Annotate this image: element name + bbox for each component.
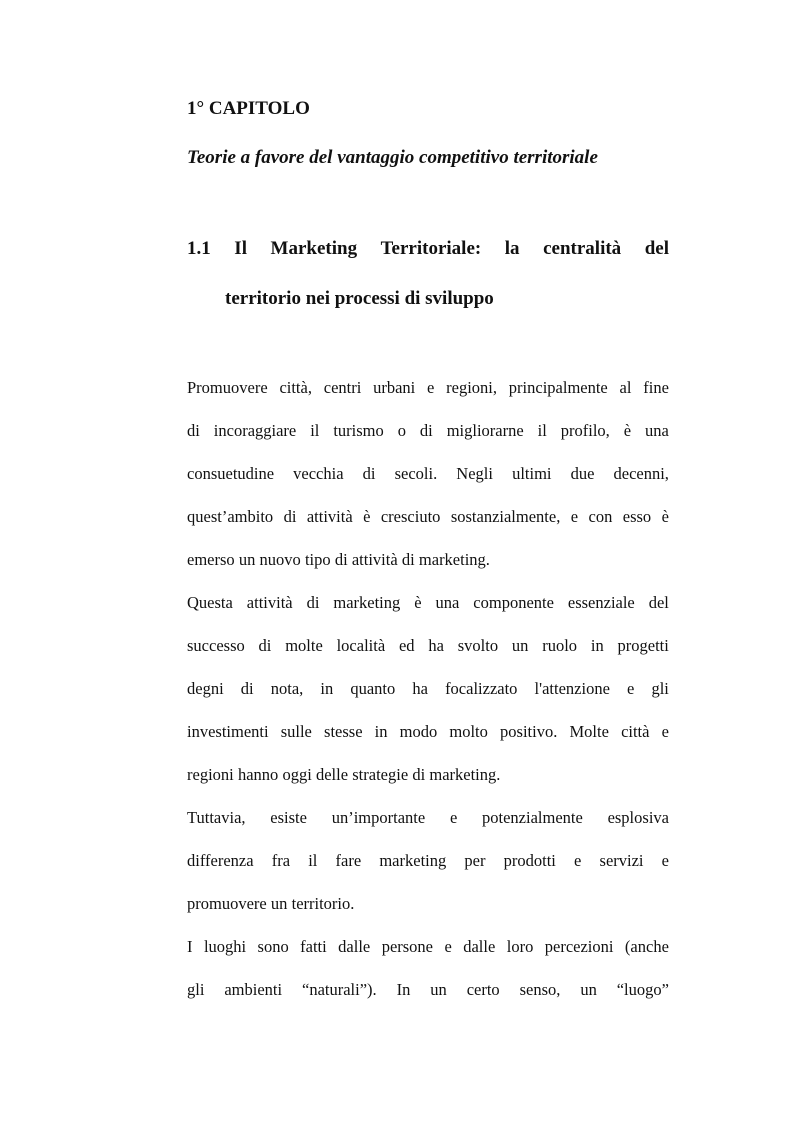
word: di	[258, 636, 272, 655]
word: centralità	[543, 238, 622, 259]
word: gli	[651, 679, 669, 698]
word: quanto	[350, 679, 396, 698]
body-line	[187, 632, 669, 675]
section-heading-line-2: territorio nei processi di sviluppo	[225, 288, 494, 309]
word: profilo,	[560, 421, 610, 440]
word: ambienti	[224, 980, 283, 999]
word: molto	[449, 722, 488, 741]
word: attività	[306, 507, 353, 526]
word: due	[570, 464, 595, 483]
word: marketing	[379, 851, 447, 870]
word: hanno	[237, 765, 279, 784]
word: di	[412, 765, 426, 784]
word: un	[430, 980, 447, 999]
body-line	[187, 847, 669, 890]
word: nuovo	[259, 550, 301, 569]
body-line	[187, 675, 669, 718]
word: molte	[285, 636, 323, 655]
word: delle	[315, 765, 349, 784]
word: successo	[187, 636, 245, 655]
word: l'attenzione	[534, 679, 610, 698]
section-heading-line-1	[187, 236, 669, 262]
word: esso	[622, 507, 652, 526]
body-line	[187, 589, 669, 632]
word: senso,	[519, 980, 561, 999]
word: del	[648, 593, 669, 612]
word: di	[283, 507, 297, 526]
word: fatti	[300, 937, 327, 956]
word: dalle	[463, 937, 496, 956]
body-line	[187, 417, 669, 460]
word: promuovere	[187, 894, 267, 913]
word: ed	[398, 636, 415, 655]
word: esplosiva	[607, 808, 669, 827]
word: marketing.	[418, 550, 490, 569]
word: località	[336, 636, 386, 655]
word: servizi	[599, 851, 644, 870]
word: la	[504, 238, 520, 259]
word: per	[464, 851, 486, 870]
word: emerso	[187, 550, 235, 569]
word: di	[419, 421, 433, 440]
word: degni	[187, 679, 224, 698]
word: un	[580, 980, 597, 999]
word: Promuovere	[187, 378, 268, 397]
word: al	[619, 378, 632, 397]
word: svolto	[457, 636, 499, 655]
word: componente	[473, 593, 554, 612]
word: Tuttavia,	[187, 808, 246, 827]
word: fra	[271, 851, 291, 870]
word: e	[449, 808, 458, 827]
word: centri	[323, 378, 362, 397]
word: quest’ambito	[187, 507, 274, 526]
word: sono	[257, 937, 289, 956]
word: ha	[428, 636, 444, 655]
word: turismo	[333, 421, 384, 440]
body-line	[187, 546, 669, 589]
word: I	[187, 937, 193, 956]
word: cresciuto	[380, 507, 441, 526]
word: consuetudine	[187, 464, 275, 483]
word: il	[308, 851, 318, 870]
word: dalle	[338, 937, 371, 956]
body-line	[187, 374, 669, 417]
word: tipo	[304, 550, 331, 569]
body-line	[187, 761, 669, 804]
word: Negli	[456, 464, 493, 483]
word: o	[397, 421, 406, 440]
word: e	[574, 851, 582, 870]
word: un	[238, 550, 256, 569]
chapter-title: Teorie a favore del vantaggio competitivo territoriale	[187, 147, 598, 168]
word: ultimi	[512, 464, 552, 483]
word: Territoriale:	[380, 238, 482, 259]
word: è	[623, 421, 632, 440]
word: in	[320, 679, 334, 698]
word: un	[511, 636, 529, 655]
word: è	[363, 507, 371, 526]
word: ha	[412, 679, 428, 698]
body-line	[187, 890, 669, 933]
word: sostanzialmente,	[450, 507, 561, 526]
section-heading	[187, 236, 669, 312]
word: e	[627, 679, 635, 698]
word: fare	[335, 851, 362, 870]
word: di	[401, 550, 415, 569]
word: di	[362, 464, 376, 483]
word: In	[396, 980, 411, 999]
word: in	[590, 636, 604, 655]
word: essenziale	[567, 593, 635, 612]
word: sulle	[280, 722, 312, 741]
word: attività	[351, 550, 398, 569]
word: modo	[399, 722, 438, 741]
word: differenza	[187, 851, 254, 870]
word: è	[661, 507, 669, 526]
word: è	[414, 593, 422, 612]
word: potenzialmente	[482, 808, 583, 827]
word: un	[270, 894, 288, 913]
word: positivo.	[500, 722, 558, 741]
word: città,	[279, 378, 312, 397]
word: di	[187, 421, 200, 440]
word: con	[588, 507, 613, 526]
word: il	[537, 421, 547, 440]
word: vecchia	[293, 464, 344, 483]
word: di	[240, 679, 254, 698]
word: ruolo	[542, 636, 578, 655]
body-line	[187, 503, 669, 546]
word: territorio.	[291, 894, 355, 913]
word: marketing.	[429, 765, 501, 784]
word: fine	[643, 378, 669, 397]
word: strategie	[352, 765, 409, 784]
word: investimenti	[187, 722, 269, 741]
word: attività	[246, 593, 293, 612]
word: “luogo”	[616, 980, 669, 999]
word: e	[444, 937, 452, 956]
word: e	[661, 851, 669, 870]
word: oggi	[282, 765, 312, 784]
word: del	[644, 238, 669, 259]
body-line	[187, 460, 669, 503]
word: progetti	[617, 636, 669, 655]
body-line	[187, 933, 669, 976]
word: percezioni	[544, 937, 614, 956]
word: di	[306, 593, 320, 612]
word: una	[435, 593, 460, 612]
word: e	[570, 507, 579, 526]
word: migliorarne	[446, 421, 524, 440]
word: focalizzato	[445, 679, 518, 698]
word: stesse	[324, 722, 363, 741]
word: esiste	[270, 808, 307, 827]
word: città	[621, 722, 650, 741]
word: secoli.	[394, 464, 438, 483]
body-line	[187, 804, 669, 847]
word: incoraggiare	[213, 421, 297, 440]
word: urbani	[373, 378, 416, 397]
word: principalmente	[508, 378, 608, 397]
word: Molte	[569, 722, 609, 741]
word: regioni	[187, 765, 234, 784]
word: in	[374, 722, 388, 741]
body-line	[187, 718, 669, 761]
word: loro	[506, 937, 534, 956]
word: “naturali”).	[302, 980, 377, 999]
word: una	[645, 421, 669, 440]
word: prodotti	[503, 851, 556, 870]
word: gli	[187, 980, 205, 999]
word: di	[334, 550, 348, 569]
word: Il	[234, 238, 247, 259]
word: Questa	[187, 593, 233, 612]
word: il	[310, 421, 320, 440]
word: 1.1	[187, 238, 211, 259]
word: decenni,	[613, 464, 669, 483]
body-text	[187, 374, 669, 1019]
word: e	[661, 722, 669, 741]
word: regioni,	[446, 378, 498, 397]
body-line	[187, 976, 669, 1019]
word: marketing	[333, 593, 401, 612]
word: luoghi	[203, 937, 247, 956]
word: (anche	[624, 937, 669, 956]
word: certo	[466, 980, 500, 999]
word: un’importante	[331, 808, 426, 827]
word: e	[427, 378, 435, 397]
word: persone	[381, 937, 434, 956]
chapter-number: 1° CAPITOLO	[187, 98, 310, 119]
word: Marketing	[270, 238, 358, 259]
word: nota,	[270, 679, 304, 698]
